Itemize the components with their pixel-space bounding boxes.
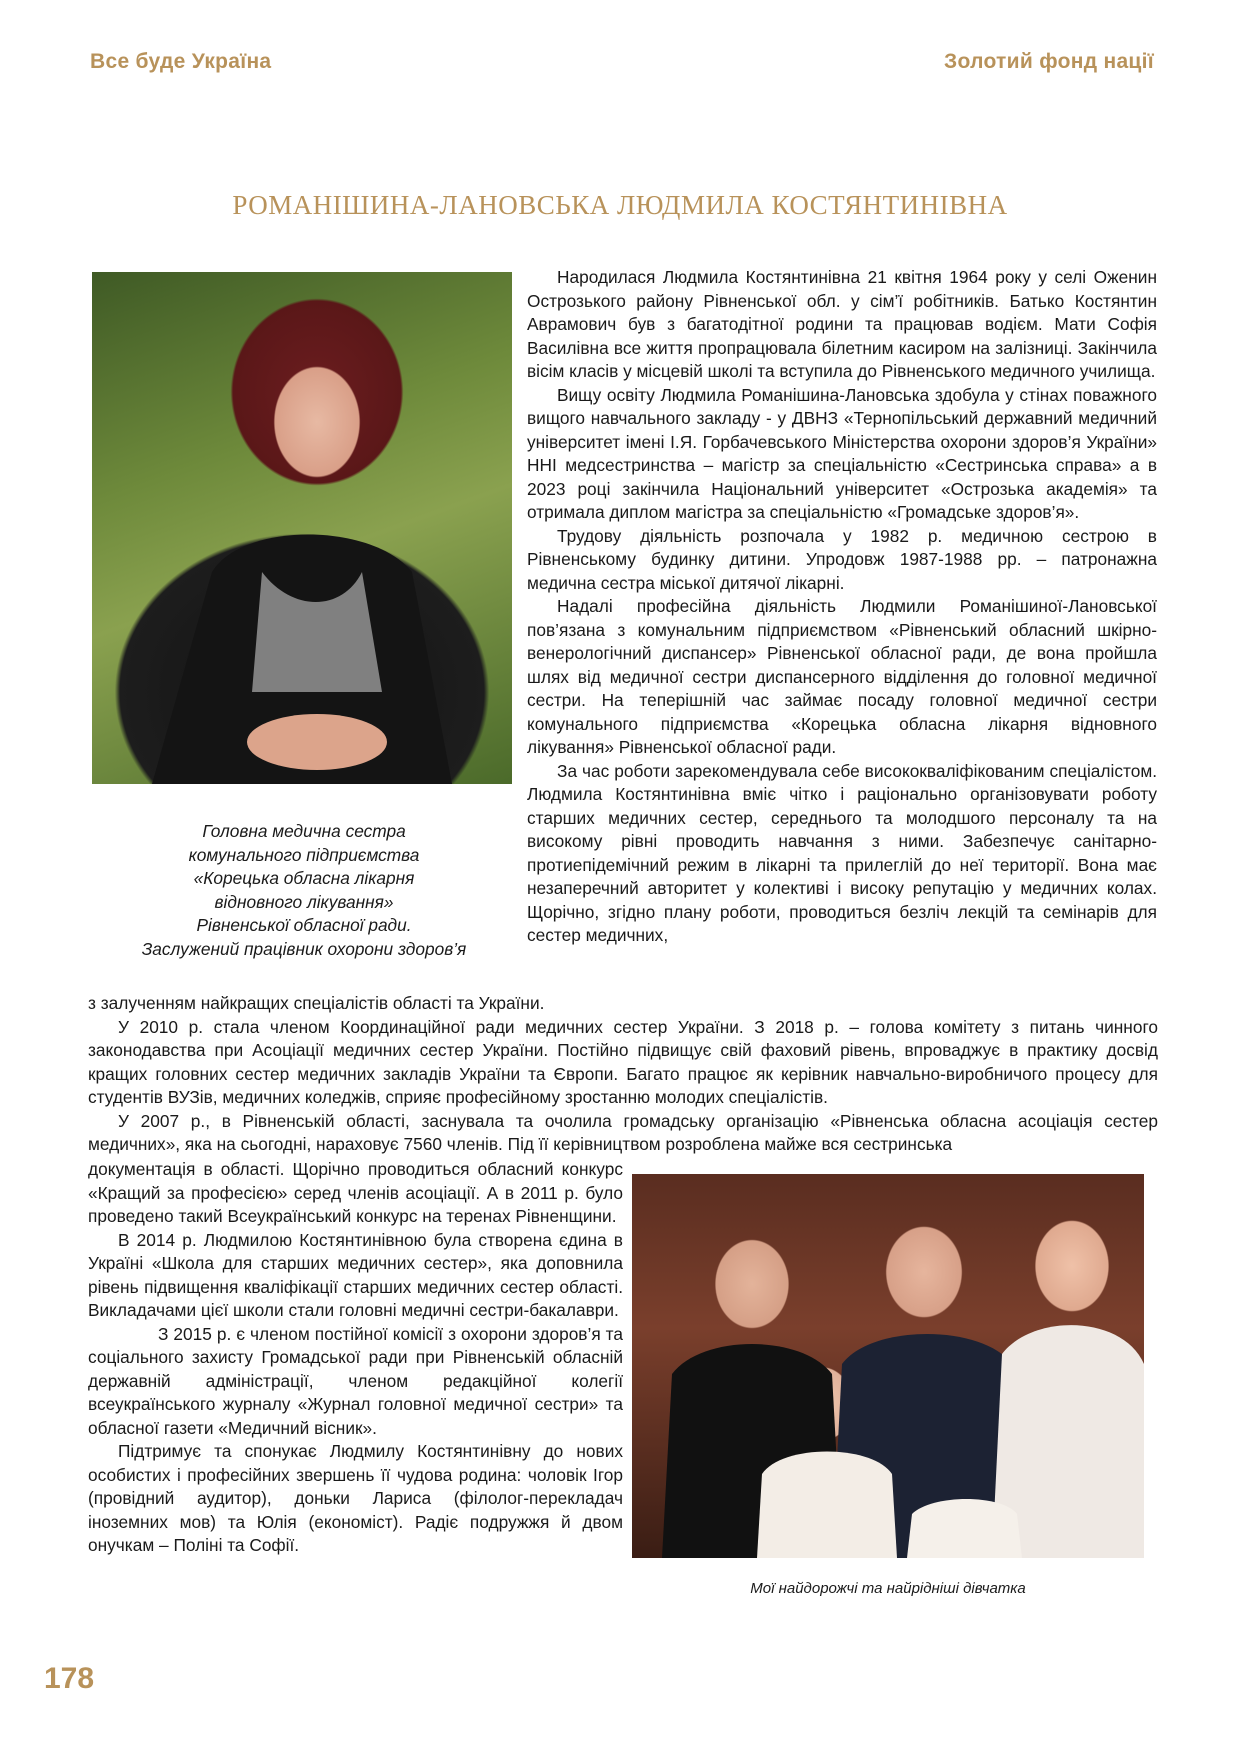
portrait-photo xyxy=(92,272,512,784)
caption-line: Рівненської обласної ради. xyxy=(196,915,412,935)
paragraph: Підтримує та спонукає Людмилу Костянтинівну до нових особистих і професійних звершень її чудова родина: чоловік Ігор (провідний аудитор), доньки Лариса (філолог-перекладач іноземних мов) та Юлія (економіст). Радіє подружжя й двом онучкам – Поліні та Софії. xyxy=(88,1441,623,1555)
running-header-left: Все буде Україна xyxy=(90,50,272,73)
paragraph: У 2007 р., в Рівненській області, заснувала та очолила громадську організацію «Рівненська обласна асоціація сестер медичних», яка на сьогодні, нараховує 7560 членів. Під її керівництвом розроблена майже вся сестринська xyxy=(88,1110,1158,1154)
paragraph: З 2015 р. є членом постійної комісії з охорони здоров’я та соціального захисту Громадської ради при Рівненській обласній державній адміністрації, членом редакційної колегії всеукраїнського журналу «Журнал головної медичної сестри» та обласної газети «Медичний вісник». xyxy=(88,1323,623,1438)
running-header-right: Золотий фонд нації xyxy=(944,50,1154,73)
article-title: РОМАНІШИНА-ЛАНОВСЬКА ЛЮДМИЛА КОСТЯНТИНІВНА xyxy=(232,190,1008,220)
paragraph: з залученням найкращих спеціалістів області та України. xyxy=(88,993,545,1013)
caption-line: «Корецька обласна лікарня xyxy=(193,868,415,888)
right-column-text xyxy=(527,266,1157,948)
left-column-text xyxy=(88,1158,623,1558)
portrait-caption xyxy=(88,820,520,961)
family-photo xyxy=(632,1174,1144,1558)
caption-line: комунального підприємства xyxy=(188,844,420,865)
paragraph: документація в області. Щорічно проводиться обласний конкурс «Кращий за професією» серед членів асоціації. А в 2011 р. було проведено такий Всеукраїнський конкурс на теренах Рівненщини. xyxy=(88,1159,623,1226)
family-photo-caption: Мої найдорожчі та найрідніші дівчатка xyxy=(750,1580,1026,1597)
caption-line: Головна медична сестра xyxy=(202,821,406,841)
paragraph: В 2014 р. Людмилою Костянтинівною була створена єдина в Україні «Школа для старших медичних сестер», яка доповнила рівень підвищення кваліфікації старших медичних сестер області. Викладачами цієї школи стали головні медичні сестри-бакалаври. xyxy=(88,1229,623,1320)
caption-line: Заслужений працівник охорони здоров’я xyxy=(141,938,467,959)
caption-line: відновного лікування» xyxy=(214,891,394,912)
page-number: 178 xyxy=(44,1662,95,1695)
paragraph: Народилася Людмила Костянтинівна 21 квітня 1964 року у селі Оженин Острозького району Рівненської обл. у сім’ї робітників. Батько Костянтин Аврамович був з багатодітної родини та працював водієм. Мати Софія Василівна все життя пропрацювала білетним касиром на залізниці. Закінчила вісім класів у місцевій школі та вступила до Рівненського медичного училища. xyxy=(527,267,1157,381)
paragraph: За час роботи зарекомендувала себе висококваліфікованим спеціалістом. Людмила Костянтинівна вміє чітко і раціонально організовувати роботу старших медичних сестер, середнього та молодшого персоналу та на високому рівні проводить навчання з ними. Забезпечує санітарно-протиепідемічний режим в лікарні та прилеглій до неї території. Вона має незаперечний авторитет у колективі і високу репутацію у медичних колах. Щорічно, згідно плану роботи, проводиться безліч лекцій та семінарів для сестер медичних, xyxy=(527,760,1157,945)
full-width-text xyxy=(88,992,1158,1157)
paragraph: У 2010 р. стала членом Координаційної ради медичних сестер України. З 2018 р. – голова комітету з питань чинного законодавства при Асоціації медичних сестер України. Постійно підвищує свій фаховий рівень, впроваджує в практику досвід кращих головних сестер медичних закладів України та Європи. Багато працює як керівник навчально-виробничого процесу для студентів ВУЗів, медичних коледжів, сприяє професійному зростанню молодих спеціалістів. xyxy=(88,1016,1158,1107)
paragraph: Надалі професійна діяльність Людмили Романішиної-Лановської пов’язана з комунальним підприємством «Рівненський обласний шкірно-венерологічний диспансер» Рівненської обласної ради, де вона пройшла шлях від медичної сестри диспансерного відділення до головної медичної сестри. На теперішній час займає посаду головної медичної сестри комунального підприємства «Корецька обласна лікарня відновного лікування» Рівненської обласної ради. xyxy=(527,596,1157,757)
paragraph: Вищу освіту Людмила Романішина-Лановська здобула у стінах поважного вищого навчального закладу - у ДВНЗ «Тернопільський державний медичний університет імені І.Я. Горбачевського Міністерства охорони здоров’я України» ННІ медсестринства – магістр за спеціальністю «Сестринська справа» а в 2023 році закінчила Національний університет «Острозька академія» та отримала диплом магістра за спеціальністю «Громадське здоров’я». xyxy=(527,384,1157,522)
paragraph: Трудову діяльність розпочала у 1982 р. медичною сестрою в Рівненському будинку дитини. Упродовж 1987-1988 рр. – патронажна медична сестра міської дитячої лікарні. xyxy=(527,525,1157,593)
